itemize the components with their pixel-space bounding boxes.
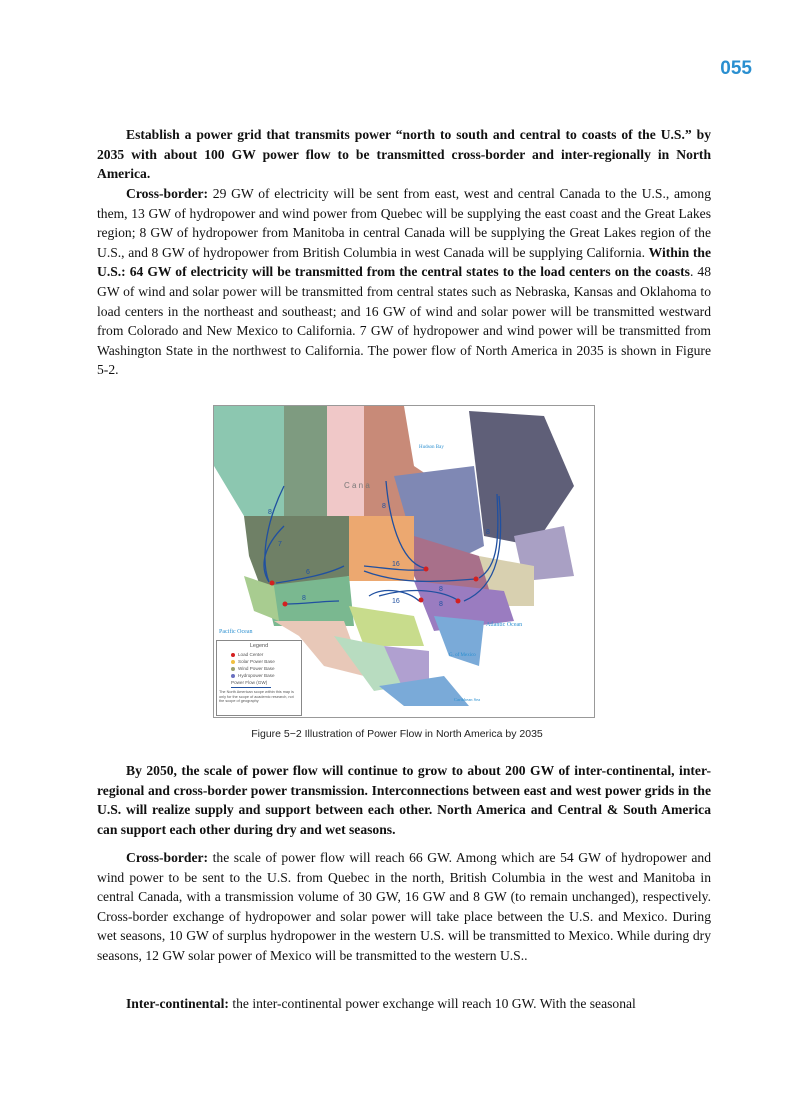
- legend-label: Load Center: [238, 652, 264, 657]
- flow-label: 8: [486, 529, 490, 536]
- legend-flow: [231, 679, 299, 686]
- map-label-canada: C a n a: [344, 481, 370, 490]
- map-label-gulf: G. of Mexico: [449, 653, 476, 658]
- load-center-icon: [231, 653, 235, 657]
- legend-item: [231, 651, 299, 658]
- legend-label: Hydropower Base: [238, 673, 275, 678]
- legend-item: [231, 665, 299, 672]
- flow-label: 8: [439, 601, 443, 608]
- body-text: the scale of power flow will reach 66 GW. Among which are 54 GW of hydropower and wind power to be sent to the U.S. from Quebec in the north, British Columbia in the west and Manitoba in central Canada, with a transmission volume of 30 GW, 16 GW and 8 GW (to remain unchanged), respectively. Cross-border exchange of hydropower and solar power will take place between the U.S. and Mexico. During wet seasons, 10 GW of surplus hydropower in the western U.S. will be transmitted to Mexico. While during dry seasons, 12 GW solar power of Mexico will be transmitted to the western U.S..: [97, 850, 711, 963]
- hydropower-base-icon: [231, 674, 235, 678]
- legend-item: [231, 672, 299, 679]
- flow-label: 8: [382, 503, 386, 510]
- paragraph-cross-border-2035: [97, 184, 711, 380]
- map-label-hudson: Hudson Bay: [419, 445, 444, 450]
- legend-label: Solar Power Base: [238, 659, 275, 664]
- bold-text: Establish a power grid that transmits power “north to south and central to coasts of the U.S.” by 2035 with about 100 GW power flow to be transmitted cross-border and inter-regionally in North America.: [97, 127, 711, 182]
- legend-label: Power Flow (GW): [231, 680, 268, 685]
- map-legend: [216, 640, 302, 716]
- bold-text: By 2050, the scale of power flow will continue to grow to about 200 GW of inter-continental, inter-regional and cross-border power transmission. Interconnections between east and west power grids in the U.S. will realize supply and support between each other. North America and Central & South America can support each other during dry and wet seasons.: [97, 763, 711, 837]
- flow-label: 7: [278, 541, 282, 548]
- body-text: . 48 GW of wind and solar power will be transmitted from central states such as Nebraska, Kansas and Oklahoma to load centers in the northeast and southeast; and 16 GW of wind and solar power will be transmitted westward from Colorado and New Mexico to California. 7 GW of hydropower and wind power will be transmitted from Washington State in the northwest to California. The power flow of North America in 2035 is shown in Figure 5-2.: [97, 264, 712, 378]
- bold-text: Within the U.S.: 64 GW of electricity will be transmitted from the central states to the load centers on the coasts: [97, 244, 712, 280]
- paragraph-inter-continental: [97, 994, 711, 1014]
- legend-title: Legend: [249, 643, 269, 649]
- flow-label: 16: [392, 598, 400, 605]
- lead-text: Cross-border:: [126, 186, 209, 201]
- flow-label: 8: [302, 595, 306, 602]
- legend-label: Wind Power Base: [238, 666, 275, 671]
- paragraph-2050-summary: [97, 761, 711, 839]
- power-flow-map: [213, 405, 595, 718]
- flow-label: 6: [306, 569, 310, 576]
- flow-arrow-icon: [231, 687, 271, 688]
- flow-label: 8: [439, 586, 443, 593]
- map-label-caribbean: Caribbean Sea: [454, 697, 481, 702]
- map-label-pacific: Pacific Ocean: [219, 629, 253, 635]
- legend-item: [231, 658, 299, 665]
- page-number: 055: [720, 58, 752, 79]
- lead-text: Inter-continental:: [126, 996, 229, 1011]
- lead-text: Cross-border:: [126, 850, 209, 865]
- wind-base-icon: [231, 667, 235, 671]
- legend-note: The North American scope within this map is only for the scope of academic research, not the scope of geography: [219, 690, 294, 703]
- body-text: 29 GW of electricity will be sent from east, west and central Canada to the U.S., among them, 13 GW of hydropower and wind power from Quebec will be supplying the east coast and the Great Lakes region; 8 GW of hydropower from Manitoba in central Canada will be supplying the Great Lakes region of the U.S., and 8 GW of hydropower from British Columbia in west Canada will be supplying California.: [97, 186, 711, 260]
- flow-label: 16: [392, 561, 400, 568]
- map-label-atlantic: Atlantic Ocean: [486, 622, 523, 628]
- paragraph-2035-summary: [97, 125, 711, 184]
- body-text: the inter-continental power exchange will reach 10 GW. With the seasonal: [228, 996, 636, 1011]
- figure-caption: Figure 5−2 Illustration of Power Flow in North America by 2035: [251, 728, 543, 740]
- paragraph-cross-border-2050: [97, 848, 711, 966]
- solar-base-icon: [231, 660, 235, 664]
- flow-label: 8: [268, 509, 272, 516]
